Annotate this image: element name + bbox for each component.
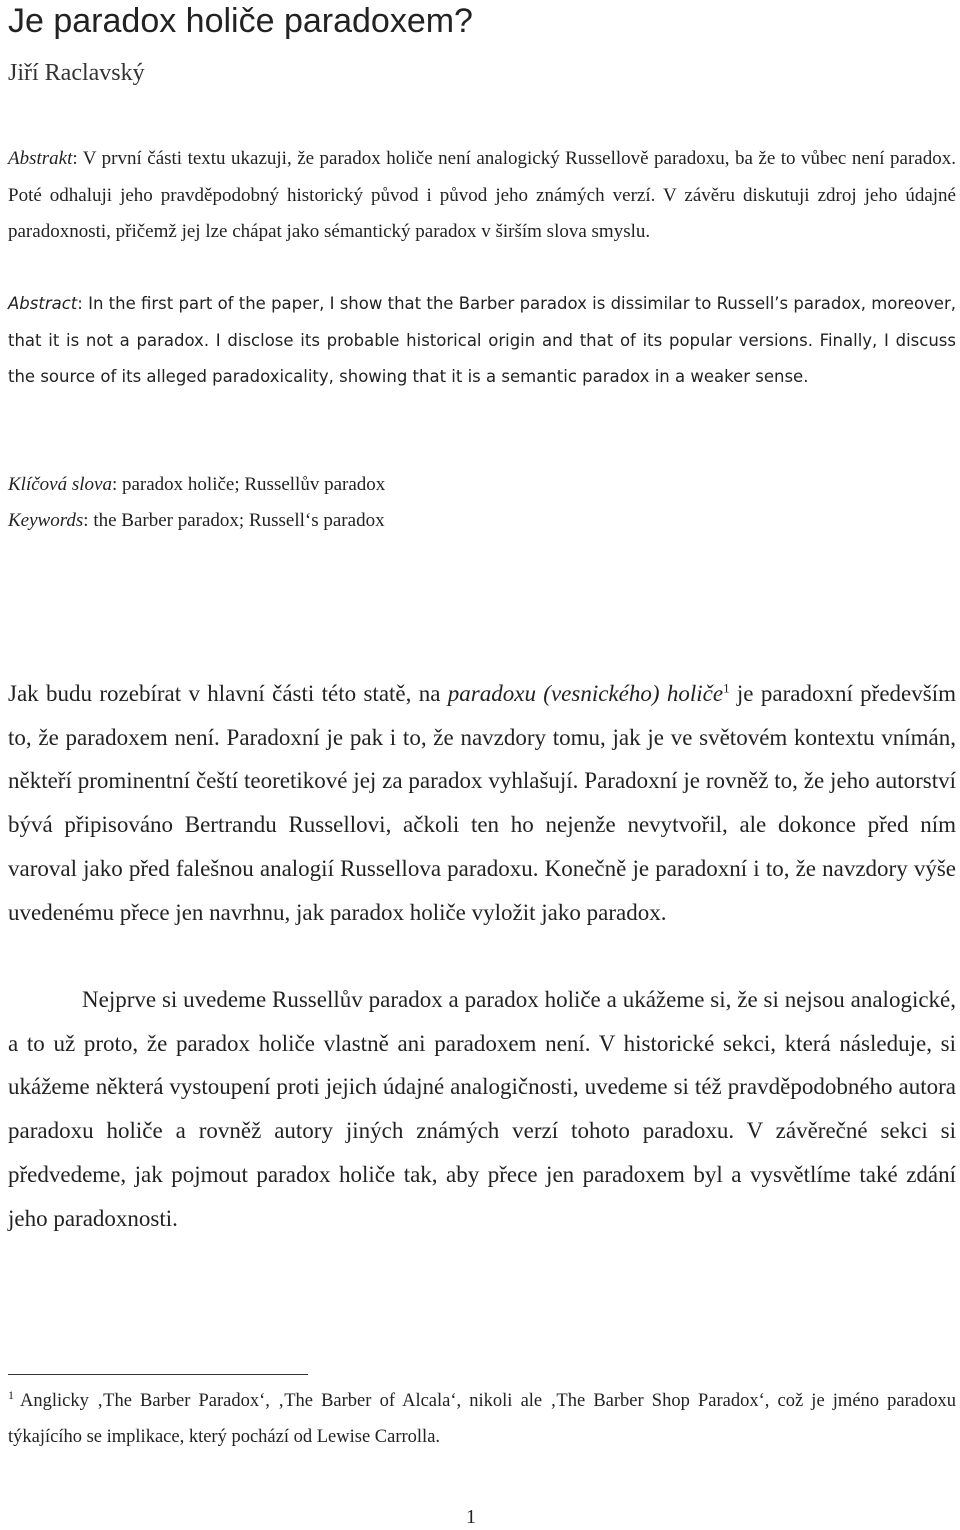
footnote-text: Anglicky ‚The Barber Paradox‘, ‚The Barber of Alcala‘, nikoli ale ‚The Barber Shop Paradox‘, což je jméno paradoxu týkajícího se implikace, který pochází od Lewise Carrolla. (8, 1391, 956, 1447)
body-paragraph-1 (8, 672, 956, 934)
page-number: 1 (466, 1506, 476, 1528)
paragraph-1-start: Jak budu rozebírat v hlavní části této statě, na (8, 681, 448, 706)
keywords-english (8, 510, 385, 532)
abstract-czech (8, 141, 956, 251)
abstract-czech-text: : V první části textu ukazuji, že paradox holiče není analogický Russellově paradoxu, ba že to vůbec není paradox. Poté odhaluji jeho pravděpodobný historický původ i původ jeho známých verzí. V závěru diskutuji zdroj jeho údajné paradoxnosti, přičemž jej lze chápat jako sémantický paradox v širším slova smyslu. (8, 148, 956, 242)
abstract-english-label: Abstract (8, 294, 78, 313)
abstract-english-text: : In the first part of the paper, I show that the Barber paradox is dissimilar to Russell’s paradox, moreover, that it is not a paradox. I disclose its probable historical origin and that of its popular versions. Finally, I discuss the source of its alleged paradoxicality, showing that it is a semantic paradox in a weaker sense. (8, 294, 956, 386)
footnote-number: 1 (8, 1387, 14, 1402)
paragraph-1-italic: paradoxu (vesnického) holiče (447, 681, 724, 706)
paragraph-1-rest: je paradoxní především to, že paradoxem není. Paradoxní je pak i to, že navzdory tomu, jak je ve světovém kontextu vnímán, někteří prominentní čeští teoretikové jej za paradox vyhlašují. Paradoxní je rovněž to, že jeho autorství bývá připisováno Bertrandu Russellovi, ačkoli ten ho nejenže nevytvořil, ale dokonce před ním varoval jako před falešnou analogií Russellova paradoxu. Konečně je paradoxní i to, že navzdory výše uvedenému přece jen navrhnu, jak paradox holiče vyložit jako paradox. (8, 681, 956, 925)
keywords-english-text: : the Barber paradox; Russell‘s paradox (83, 510, 385, 531)
abstract-english (8, 286, 956, 396)
footnote (8, 1383, 956, 1455)
footnote-divider (8, 1374, 308, 1375)
footnote-reference[interactable]: 1 (723, 680, 730, 696)
keywords-czech (8, 474, 385, 496)
keywords-czech-label: Klíčová slova (8, 474, 112, 495)
abstract-czech-label: Abstrakt (8, 148, 73, 169)
body-paragraph-2: Nejprve si uvedeme Russellův paradox a paradox holiče a ukážeme si, že si nejsou analogické, a to už proto, že paradox holiče vlastně ani paradoxem není. V historické sekci, která následuje, si ukážeme některá vystoupení proti jejich údajné analogičnosti, uvedeme si též pravděpodobného autora paradoxu holiče a rovněž autory jiných známých verzí tohoto paradoxu. V závěrečné sekci si předvedeme, jak pojmout paradox holiče tak, aby přece jen paradoxem byl a vysvětlíme také zdání jeho paradoxnosti. (8, 987, 956, 1231)
author-name: Jiří Raclavský (8, 60, 145, 86)
keywords-czech-text: : paradox holiče; Russellův paradox (111, 474, 386, 495)
keywords-english-label: Keywords (8, 510, 84, 531)
paper-title: Je paradox holiče paradoxem? (8, 2, 473, 40)
